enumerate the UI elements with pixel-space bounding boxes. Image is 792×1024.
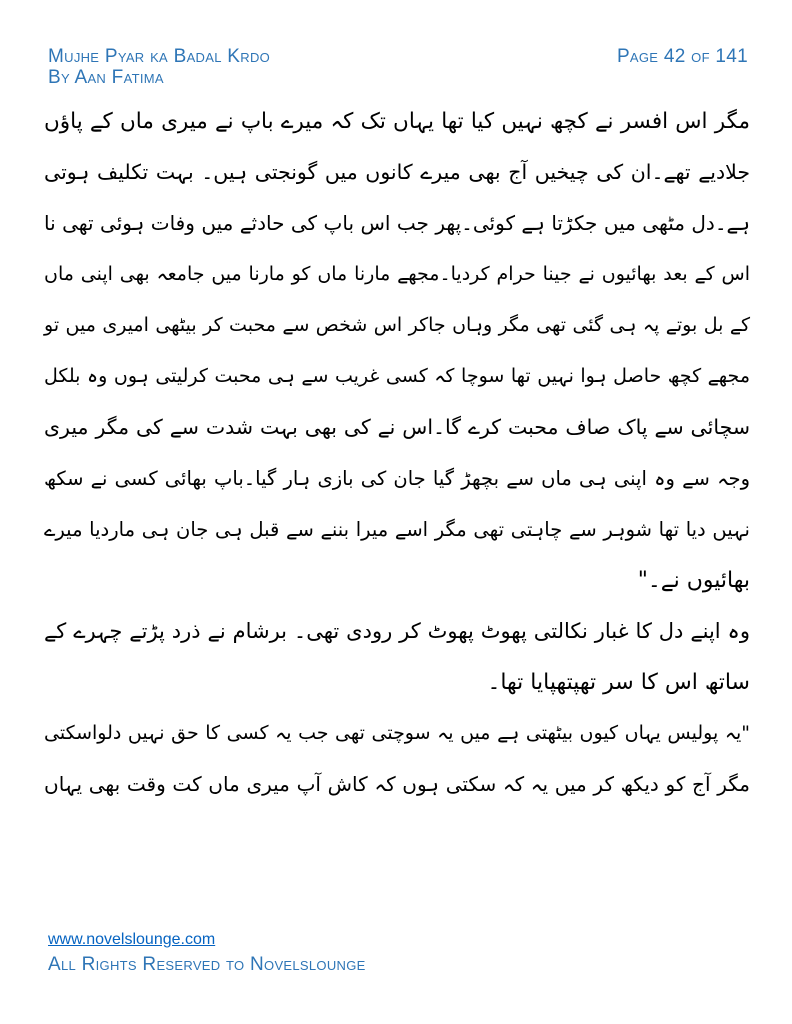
text-line: وہ اپنے دل کا غبار نکالتی پھوٹ پھوٹ کر رودی تھی۔ برشام نے ذرد پڑتے چہرے کے <box>44 619 750 643</box>
text-line: جلادیے تھے۔ان کی چیخیں آج بھی میرے کانوں میں گونجتی ہیں۔ بہت تکلیف ہوتی <box>44 160 750 184</box>
text-line: مجھے کچھ حاصل ہوا نہیں تھا سوچا کہ کسی غریب سے ہی محبت کرلیتی ہوں وہ بلکل <box>44 365 750 387</box>
text-line: مگر اس افسر نے کچھ نہیں کیا تھا یہاں تک کہ میرے باپ نے میری ماں کے پاؤں <box>44 109 750 134</box>
text-line: ساتھ اس کا سر تھپتھپایا تھا۔ <box>487 670 750 695</box>
text-line: بھائیوں نے۔" <box>637 568 750 593</box>
author-name: By Aan Fatima <box>48 67 164 88</box>
page-footer <box>48 930 366 976</box>
text-line: وجہ سے وہ اپنی ہی ماں سے بچھڑ گیا جان کی بازی ہار گیا۔باپ بھائی کسی نے سکھ <box>44 467 750 490</box>
text-line: مگر آج کو دیکھ کر میں یہ کہ سکتی ہوں کہ کاش آپ میری ماں کت وقت بھی یہاں <box>44 772 750 796</box>
novel-title: Mujhe Pyar ka Badal Krdo <box>48 46 271 67</box>
text-line: سچائی سے پاک صاف محبت کرے گا۔اس نے کی بھی بہت شدت سے کی مگر میری <box>44 415 750 439</box>
text-line: "یہ پولیس یہاں کیوں بیٹھتی ہے میں یہ سوچتی تھی جب یہ کسی کا حق نہیں دلواسکتی <box>44 722 750 744</box>
page-number: Page 42 of 141 <box>616 46 748 67</box>
website-link[interactable]: www.novelslounge.com <box>48 931 216 948</box>
text-line: ہے۔دل مٹھی میں جکڑتا ہے کوئی۔پھر جب اس باپ کی حادثے میں وفات ہوئی تھی نا <box>44 211 750 235</box>
novel-body-text <box>44 96 750 810</box>
text-line: کے بل بوتے پہ ہی گئی تھی مگر وہاں جاکر اس شخص سے محبت کر بیٹھی امیری میں تو <box>44 314 750 336</box>
text-line: نہیں دیا تھا شوہر سے چاہتی تھی مگر اسے میرا بننے سے قبل ہی جان ہی ماردیا میرے <box>44 518 750 541</box>
copyright-notice: All Rights Reserved to Novelslounge <box>48 954 366 975</box>
text-line: اس کے بعد بھائیوں نے جینا حرام کردیا۔مجھے مارنا ماں کو مارنا میں جامعہ بھی اپنی ماں <box>44 263 750 285</box>
